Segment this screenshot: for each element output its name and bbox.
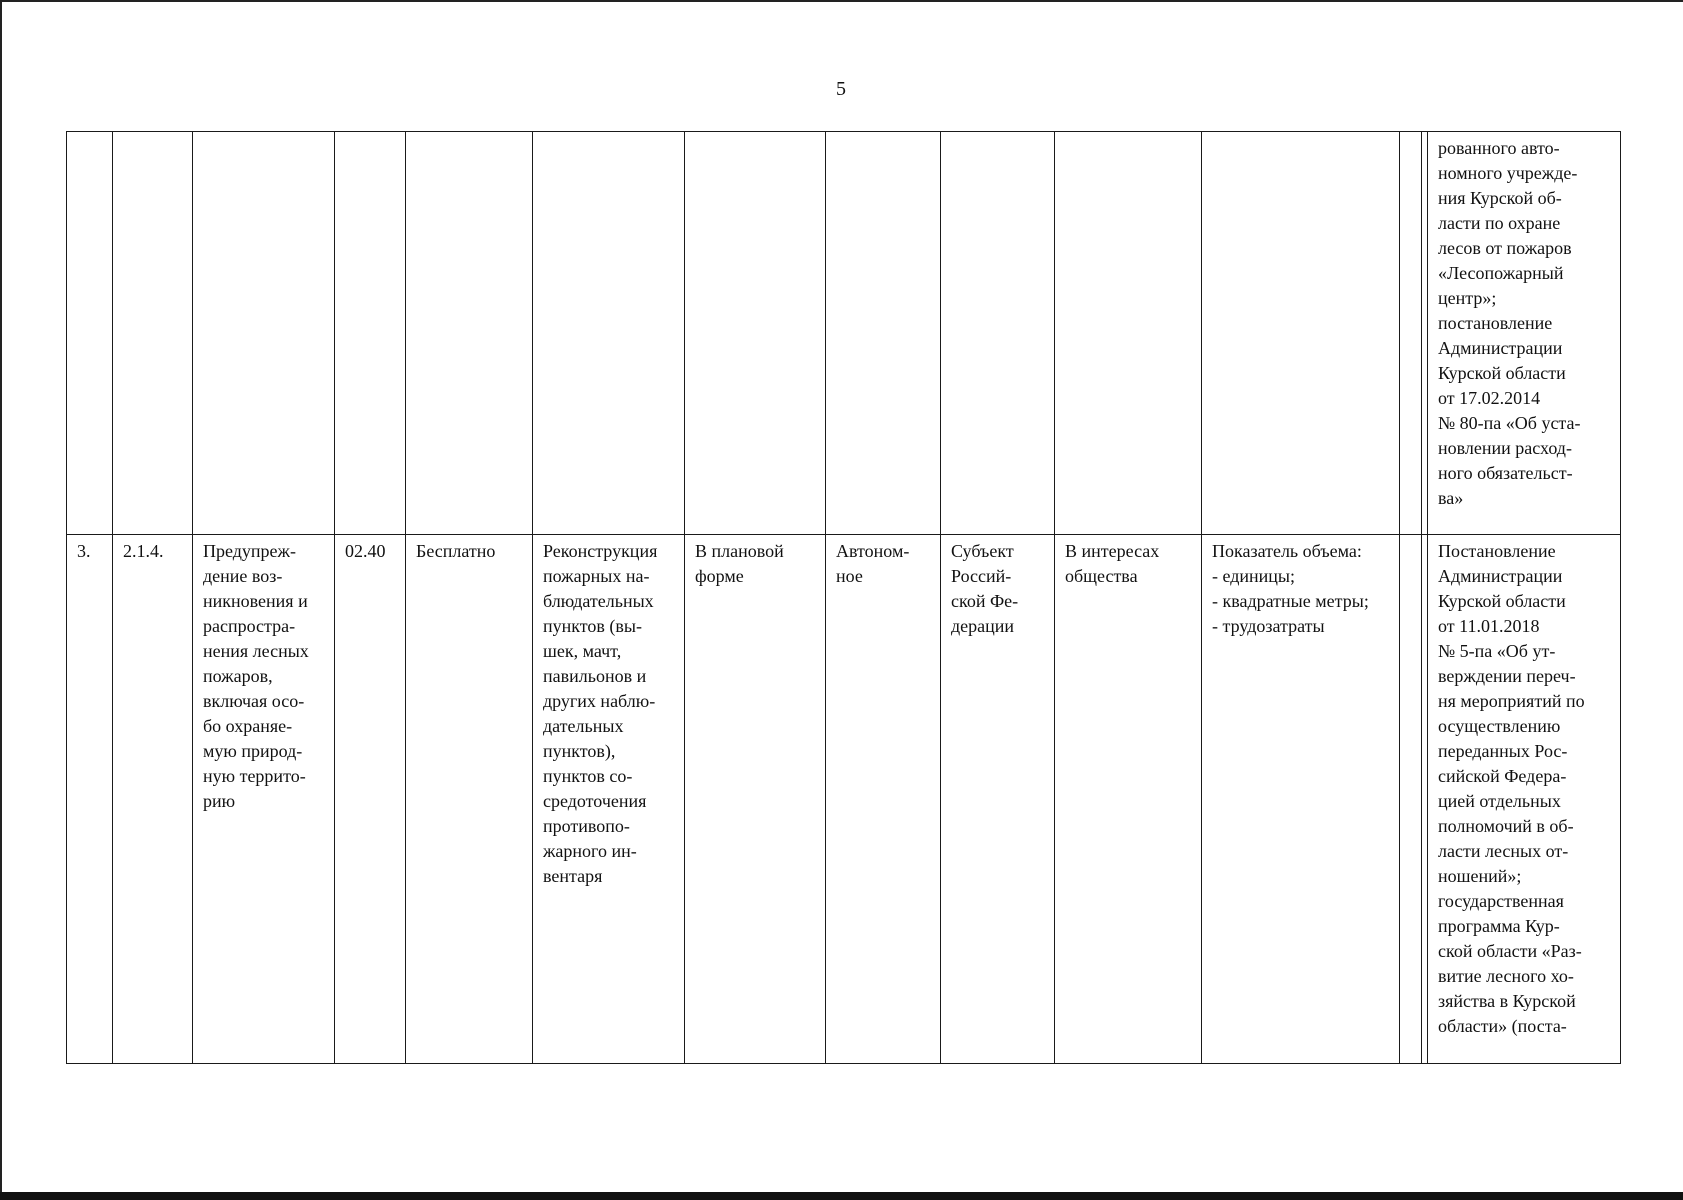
cell-service-name: Предупреж- дение воз- никновения и распростра- нения лесных пожаров, включая осо- бо охраняе- мую природ- ную террито- рию: [193, 535, 335, 1064]
cell-code: [113, 132, 193, 535]
cell-okved: [335, 132, 406, 535]
cell-okved: 02.40: [335, 535, 406, 1064]
cell-form: В плановой форме: [685, 535, 826, 1064]
cell-number: [67, 132, 113, 535]
cell-indicators: Показатель объема: - единицы; - квадратные метры; - трудозатраты: [1202, 535, 1400, 1064]
cell-quality: [1400, 132, 1422, 535]
cell-institution-type: [826, 132, 941, 535]
cell-service-name: [193, 132, 335, 535]
cell-level: Субъект Россий- ской Фе- дерации: [941, 535, 1055, 1064]
cell-code: 2.1.4.: [113, 535, 193, 1064]
cell-legal-basis: рованного авто- номного учрежде- ния Курской об- ласти по охране лесов от пожаров «Лесопожарный центр»; постановление Администрации Курской области от 17.02.2014 № 80-па «Об уста- новлении расход- ного обязательст- ва»: [1428, 132, 1621, 535]
cell-payment: [406, 132, 533, 535]
cell-form: [685, 132, 826, 535]
cell-consumers: В интересах общества: [1055, 535, 1202, 1064]
cell-indicators: [1202, 132, 1400, 535]
cell-legal-basis: Постановление Администрации Курской области от 11.01.2018 № 5-па «Об ут- верждении переч- ня мероприятий по осуществлению переданных Рос- сийской Федера- цией отдельных полномочий в об- ласти лесных от- ношений»; государственная программа Кур- ской области «Раз- витие лесного хо- зяйства в Курской области» (поста-: [1428, 535, 1621, 1064]
cell-content: [533, 132, 685, 535]
cell-content: Реконструкция пожарных на- блюдательных пунктов (вы- шек, мачт, павильонов и других наблю- дательных пунктов), пунктов со- средоточения противопо- жарного ин- вентаря: [533, 535, 685, 1064]
table-row: [67, 535, 1621, 1064]
cell-consumers: [1055, 132, 1202, 535]
table-row: [67, 132, 1621, 535]
cell-payment: Бесплатно: [406, 535, 533, 1064]
cell-number: 3.: [67, 535, 113, 1064]
cell-quality: [1400, 535, 1422, 1064]
scan-bottom-edge: [0, 1192, 1683, 1200]
cell-level: [941, 132, 1055, 535]
page-number: 5: [836, 78, 846, 100]
services-table: [66, 131, 1621, 1064]
cell-institution-type: Автоном- ное: [826, 535, 941, 1064]
